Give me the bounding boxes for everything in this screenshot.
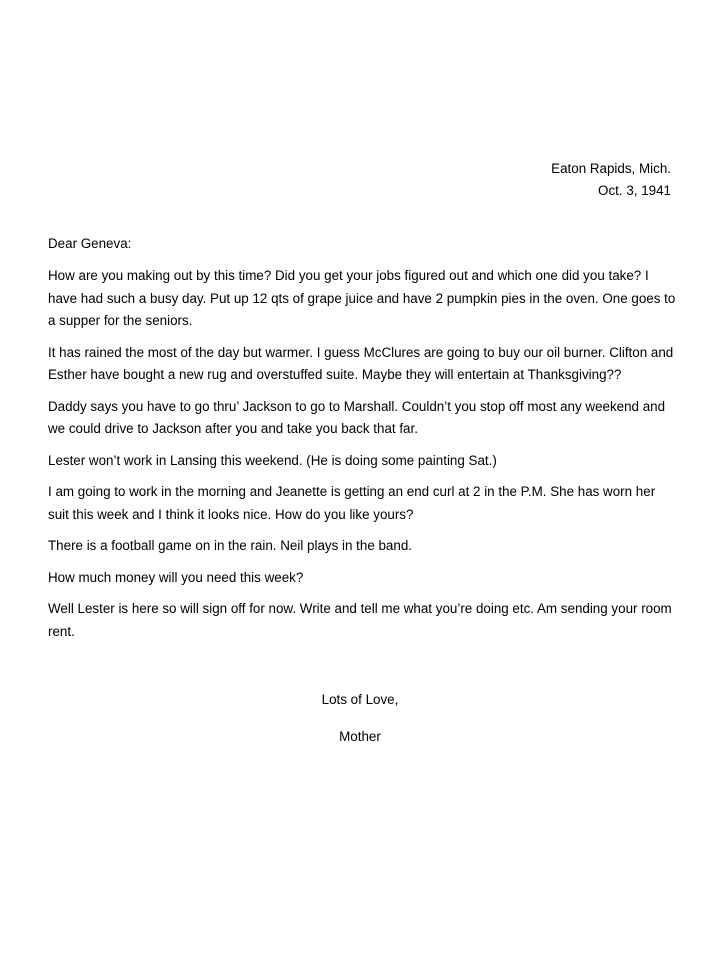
letter-paragraph-2: It has rained the most of the day but warmer. I guess McClures are going to buy our oil burner. Clifton and Esther have bought a new rug and overstuffed suite. Maybe they will entertain at Thanksgiving?? [48,344,674,382]
letter-paragraph-1: How are you making out by this time? Did you get your jobs figured out and which one did you take? I have had such a busy day. Put up 12 qts of grape juice and have 2 pumpkin pies in the oven. One goes to a supper for the seniors. [48,268,676,328]
letter-signature: Mother [339,729,381,744]
letter-paragraph-5: I am going to work in the morning and Jeanette is getting an end curl at 2 in the P.M. She has worn her suit this week and I think it looks nice. How do you like yours? [48,484,656,522]
letter-place: Eaton Rapids, Mich. [551,161,671,176]
letter-paragraph-6: There is a football game on in the rain. Neil plays in the band. [48,538,412,553]
letter-salutation: Dear Geneva: [48,236,132,251]
letter-date: Oct. 3, 1941 [598,183,671,198]
letter-body [48,230,678,652]
letter-paragraph-4: Lester won’t work in Lansing this weekend. (He is doing some painting Sat.) [48,452,497,468]
letter-paragraph-3: Daddy says you have to go thru’ Jackson to go to Marshall. Couldn’t you stop off most any weekend and we could drive to Jackson after you and take you back that far. [48,398,666,436]
letter-header [551,158,671,202]
letter-paragraph-8: Well Lester is here so will sign off for now. Write and tell me what you’re doing etc. Am sending your room rent. [48,601,672,639]
letter-paragraph-7: How much money will you need this week? [48,569,304,585]
letter-closing: Lots of Love, [321,692,399,707]
